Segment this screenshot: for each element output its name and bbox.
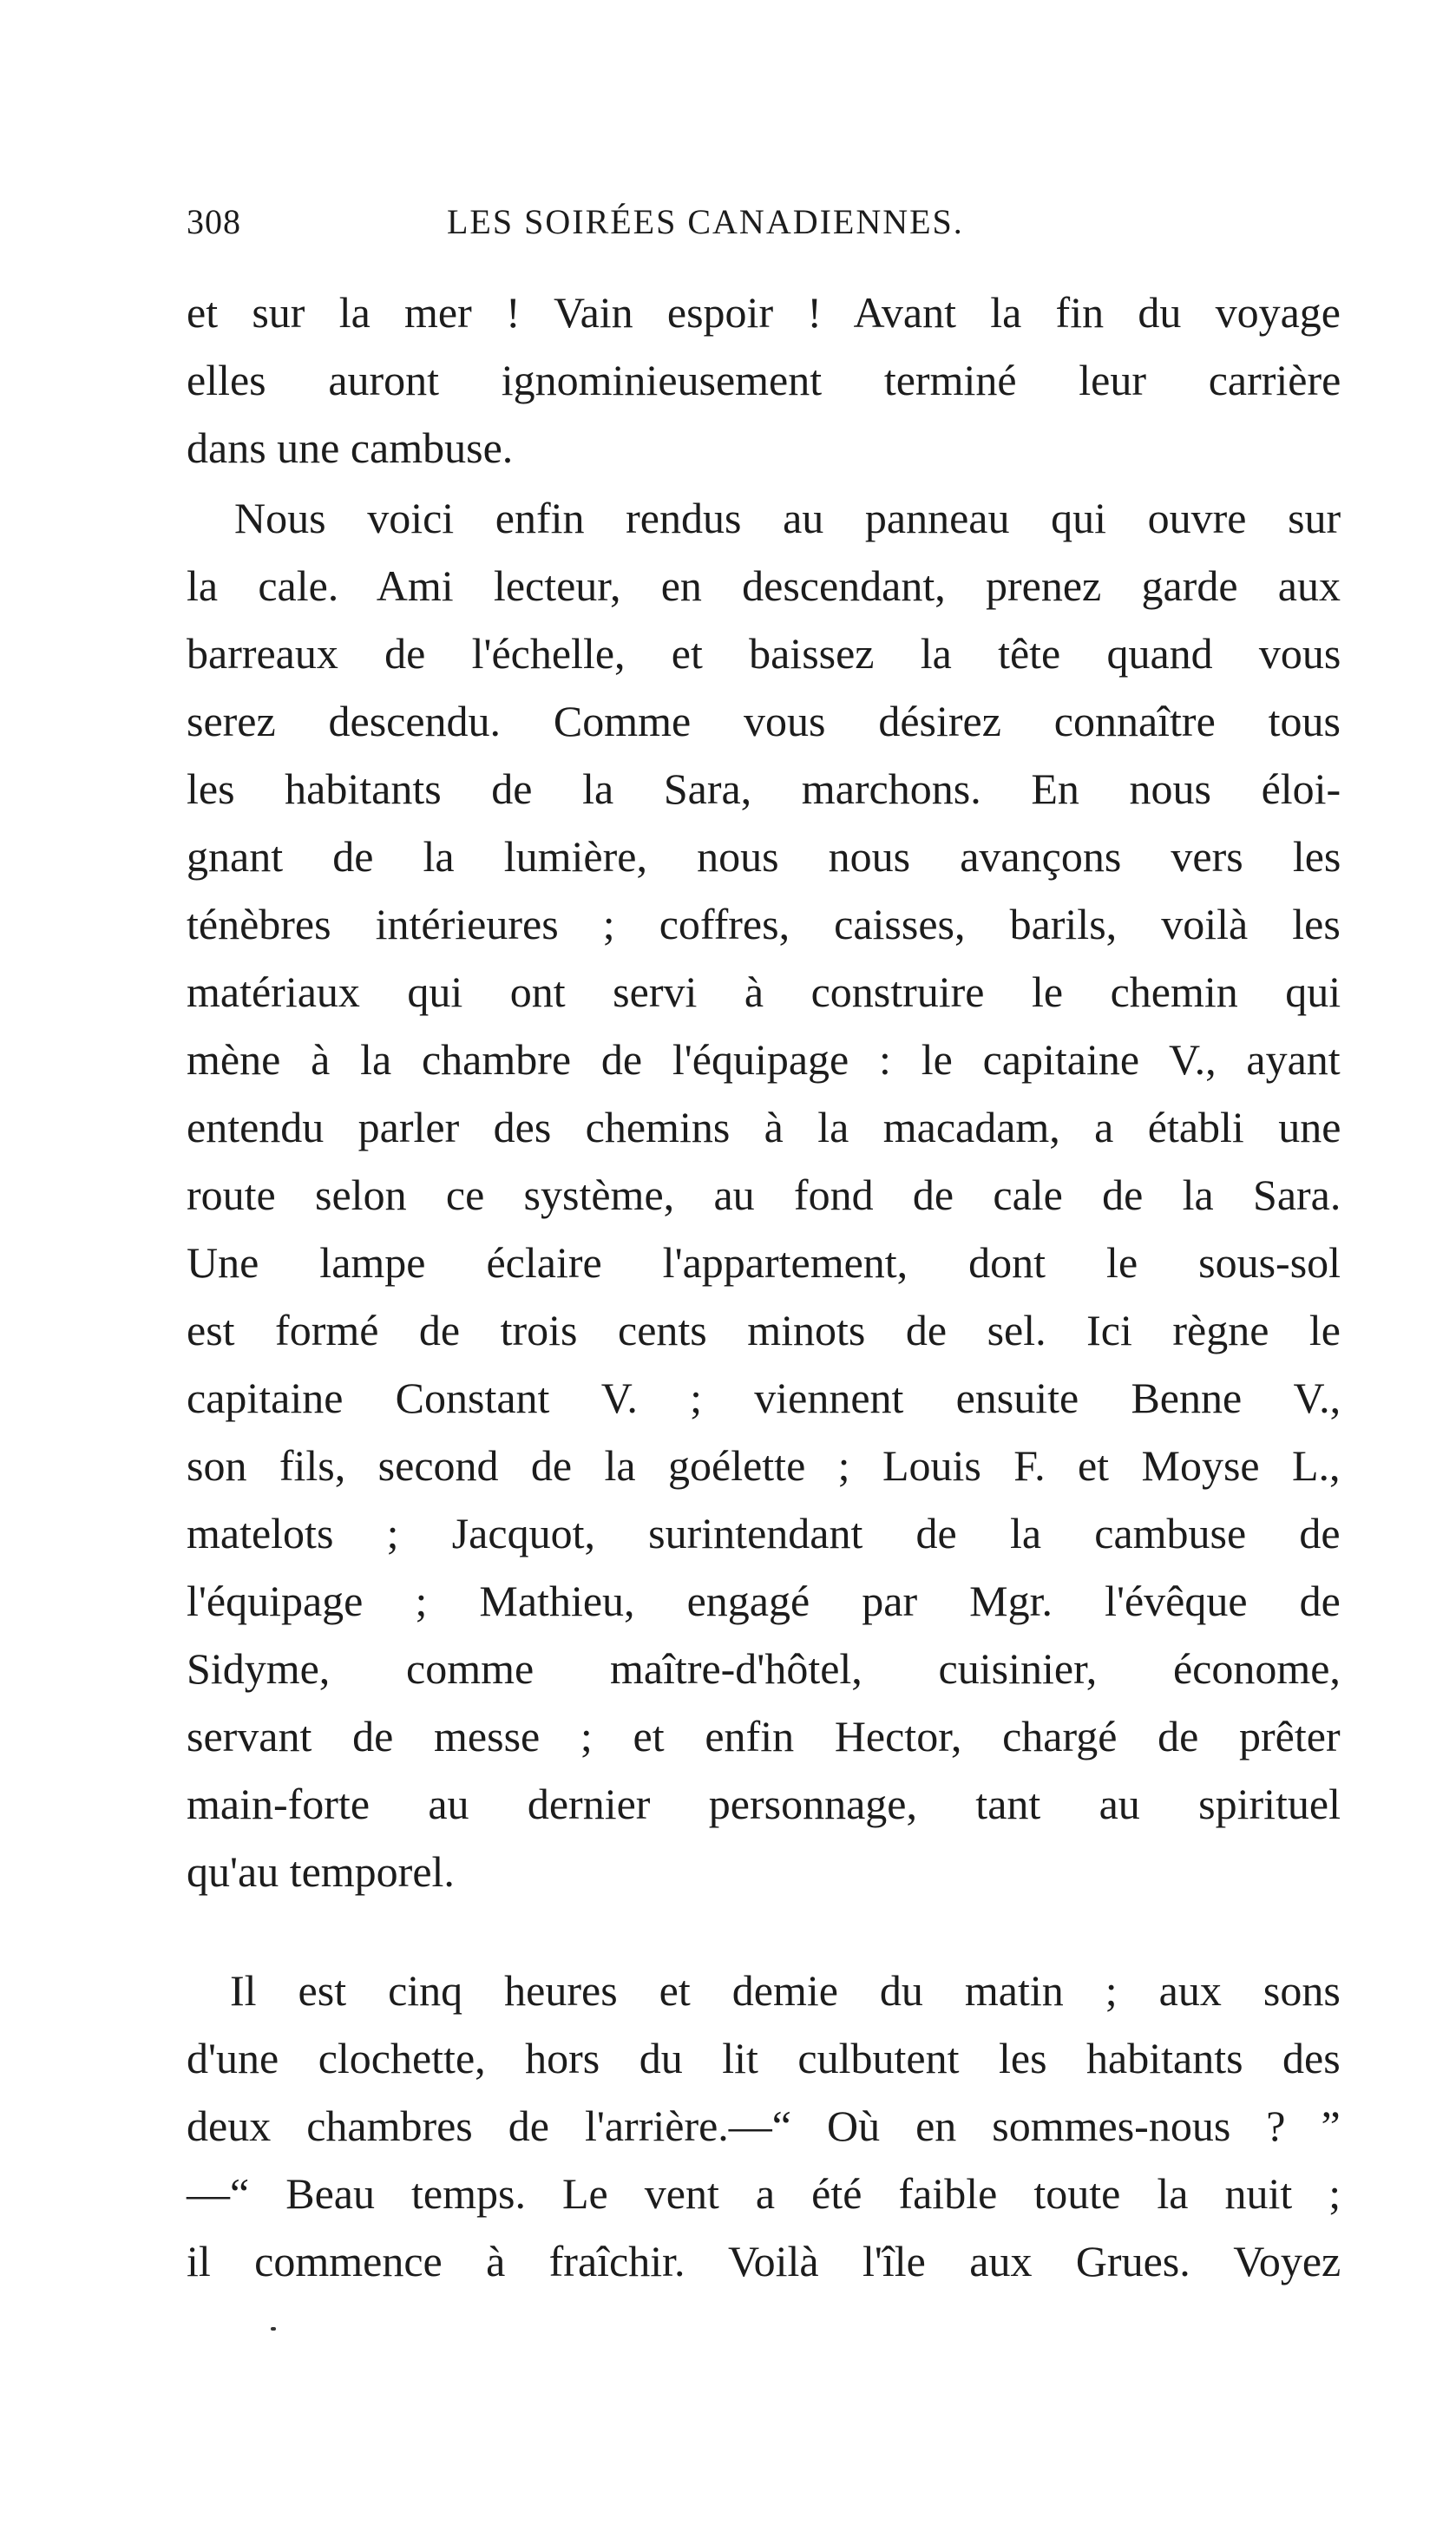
text-line: —“ Beau temps. Le vent a été faible toute la nuit ;	[187, 2169, 1341, 2218]
text-line: Sidyme, comme maître-d'hôtel, cuisinier, économe,	[187, 1644, 1341, 1693]
text-line: serez descendu. Comme vous désirez connaître tous	[187, 697, 1341, 745]
paragraph-first-line: Nous voici enfin rendus au panneau qui ouvre sur	[234, 494, 1341, 542]
paragraph-first-line: Il est cinq heures et demie du matin ; aux sons	[230, 1966, 1341, 2015]
text-line: elles auront ignominieusement terminé leur carrière	[187, 356, 1341, 404]
ink-speck	[271, 2327, 276, 2331]
text-line: mène à la chambre de l'équipage : le capitaine V., ayant	[187, 1035, 1341, 1084]
text-line: l'équipage ; Mathieu, engagé par Mgr. l'évêque de	[187, 1577, 1341, 1625]
text-line: d'une clochette, hors du lit culbutent les habitants des	[187, 2034, 1341, 2082]
text-line: est formé de trois cents minots de sel. Ici règne le	[187, 1306, 1341, 1354]
text-line: deux chambres de l'arrière.—“ Où en sommes-nous ? ”	[187, 2102, 1341, 2150]
text-line: barreaux de l'échelle, et baissez la tête quand vous	[187, 629, 1341, 678]
text-line: matelots ; Jacquot, surintendant de la cambuse de	[187, 1509, 1341, 1557]
text-line: son fils, second de la goélette ; Louis F. et Moyse L.,	[187, 1441, 1341, 1490]
text-line: et sur la mer ! Vain espoir ! Avant la fin du voyage	[187, 288, 1341, 337]
text-line: les habitants de la Sara, marchons. En nous éloi-	[187, 764, 1341, 813]
text-line: entendu parler des chemins à la macadam, a établi une	[187, 1103, 1341, 1151]
text-line: servant de messe ; et enfin Hector, chargé de prêter	[187, 1712, 1341, 1761]
text-line: qu'au temporel.	[187, 1847, 455, 1896]
running-title: LES SOIRÉES CANADIENNES.	[447, 202, 964, 241]
text-line: route selon ce système, au fond de cale de la Sara.	[187, 1170, 1341, 1219]
text-line: gnant de la lumière, nous nous avançons vers les	[187, 832, 1341, 881]
text-line: Une lampe éclaire l'appartement, dont le sous-sol	[187, 1238, 1341, 1287]
page-header	[187, 201, 1341, 253]
text-line: capitaine Constant V. ; viennent ensuite Benne V.,	[187, 1374, 1341, 1422]
text-line: matériaux qui ont servi à construire le chemin qui	[187, 967, 1341, 1016]
page-number: 308	[187, 202, 241, 241]
text-line: la cale. Ami lecteur, en descendant, prenez garde aux	[187, 561, 1341, 610]
text-line: il commence à fraîchir. Voilà l'île aux Grues. Voyez	[187, 2237, 1341, 2285]
text-line: main-forte au dernier personnage, tant au spirituel	[187, 1780, 1341, 1828]
text-line: ténèbres intérieures ; coffres, caisses, barils, voilà les	[187, 900, 1341, 948]
text-line: dans une cambuse.	[187, 423, 514, 472]
